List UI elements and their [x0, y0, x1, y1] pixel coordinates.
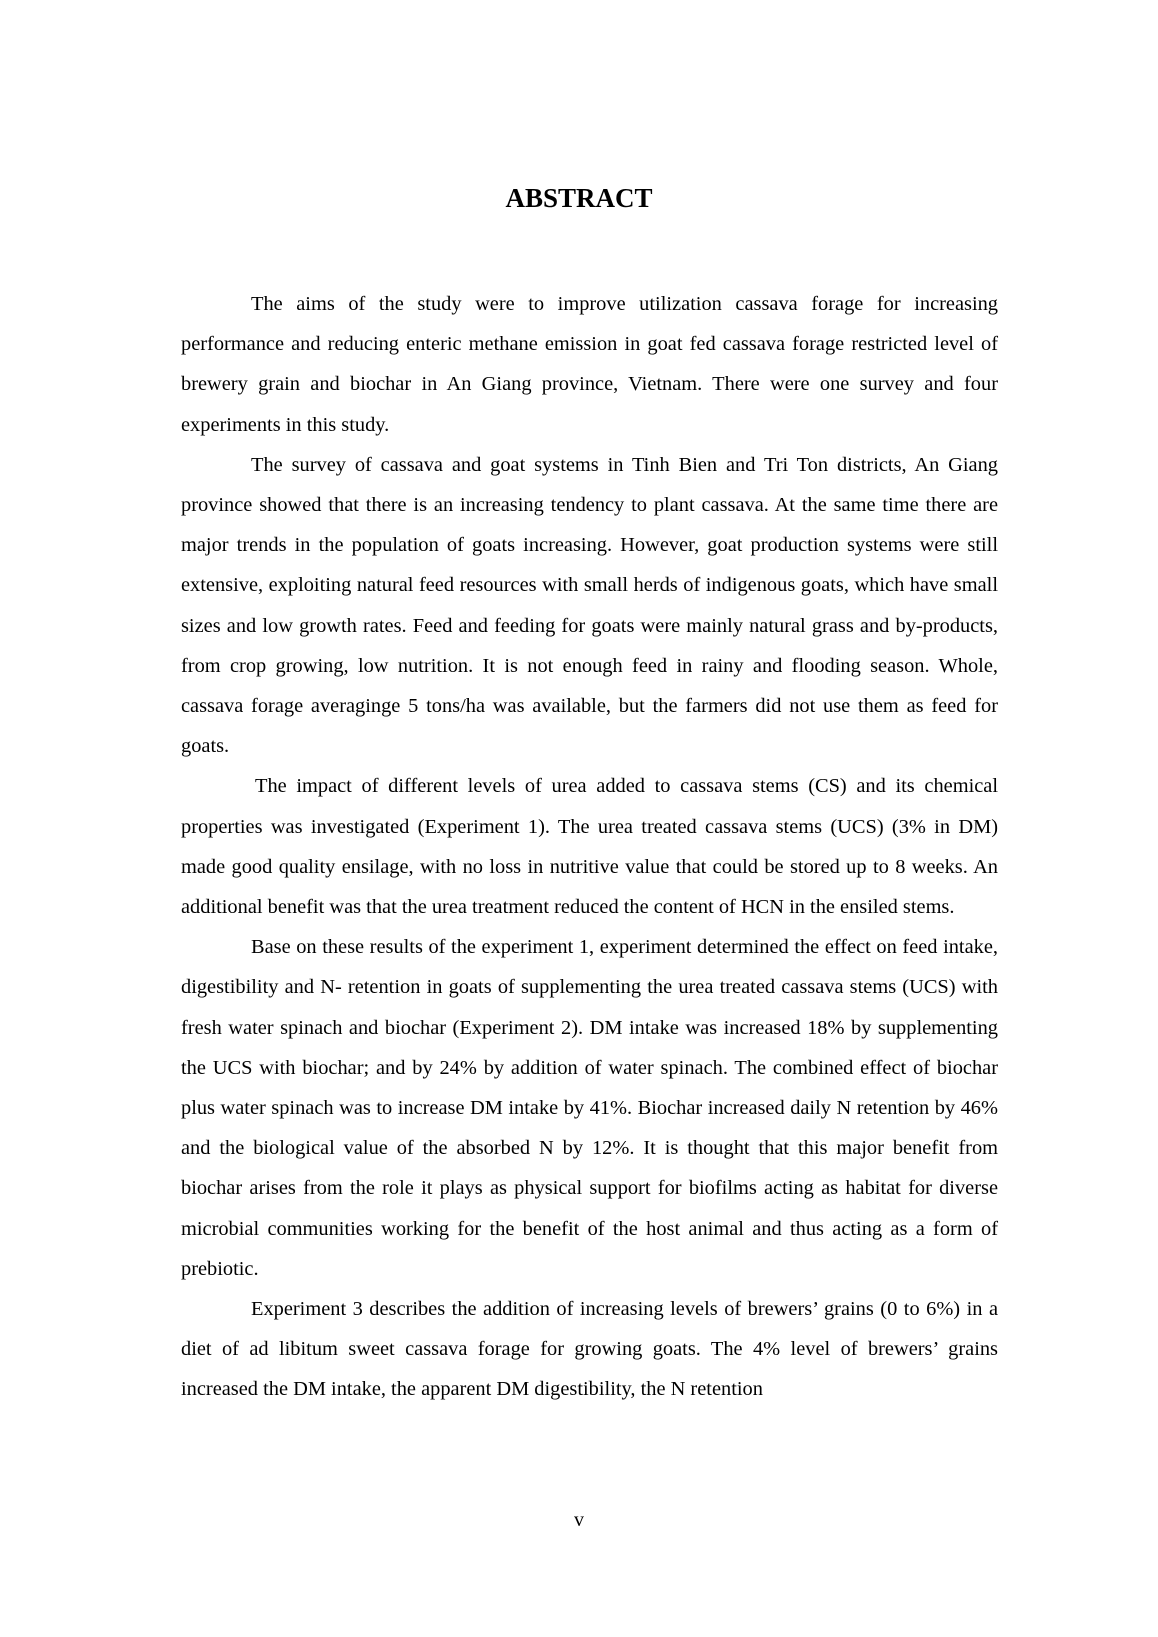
abstract-heading: ABSTRACT: [505, 183, 653, 213]
paragraph-survey: The survey of cassava and goat systems in Tinh Bien and Tri Ton districts, An Giang province showed that there is an increasing tendency to plant cassava. At the same time there are major trends in the population of goats increasing. However, goat production systems were still extensive, exploiting natural feed resources with small herds of indigenous goats, which have small sizes and low growth rates. Feed and feeding for goats were mainly natural grass and by-products, from crop growing, low nutrition. It is not enough feed in rainy and flooding season. Whole, cassava forage averaginge 5 tons/ha was available, but the farmers did not use them as feed for goats.: [181, 453, 998, 758]
paragraph-experiment-2: Base on these results of the experiment 1, experiment determined the effect on feed intake, digestibility and N- retention in goats of supplementing the urea treated cassava stems (UCS) with fresh water spinach and biochar (Experiment 2). DM intake was increased 18% by supplementing the UCS with biochar; and by 24% by addition of water spinach. The combined effect of biochar plus water spinach was to increase DM intake by 41%. Biochar increased daily N retention by 46% and the biological value of the absorbed N by 12%. It is thought that this major benefit from biochar arises from the role it plays as physical support for biofilms acting as habitat for diverse microbial communities working for the benefit of the host animal and thus acting as a form of prebiotic.: [181, 936, 998, 1280]
paragraph-experiment-1: The impact of different levels of urea added to cassava stems (CS) and its chemical properties was investigated (Experiment 1). The urea treated cassava stems (UCS) (3% in DM) made good quality ensilage, with no loss in nutritive value that could be stored up to 8 weeks. An additional benefit was that the urea treatment reduced the content of HCN in the ensiled stems.: [181, 775, 998, 919]
page-number: v: [574, 1509, 584, 1531]
abstract-body: [181, 284, 998, 1410]
paragraph-experiment-3: Experiment 3 describes the addition of increasing levels of brewers’ grains (0 to 6%) in a diet of ad libitum sweet cassava forage for growing goats. The 4% level of brewers’ grains increased the DM intake, the apparent DM digestibility, the N retention: [181, 1298, 998, 1401]
paragraph-aims: The aims of the study were to improve utilization cassava forage for increasing performance and reducing enteric methane emission in goat fed cassava forage restricted level of brewery grain and biochar in An Giang province, Vietnam. There were one survey and four experiments in this study.: [181, 293, 998, 436]
